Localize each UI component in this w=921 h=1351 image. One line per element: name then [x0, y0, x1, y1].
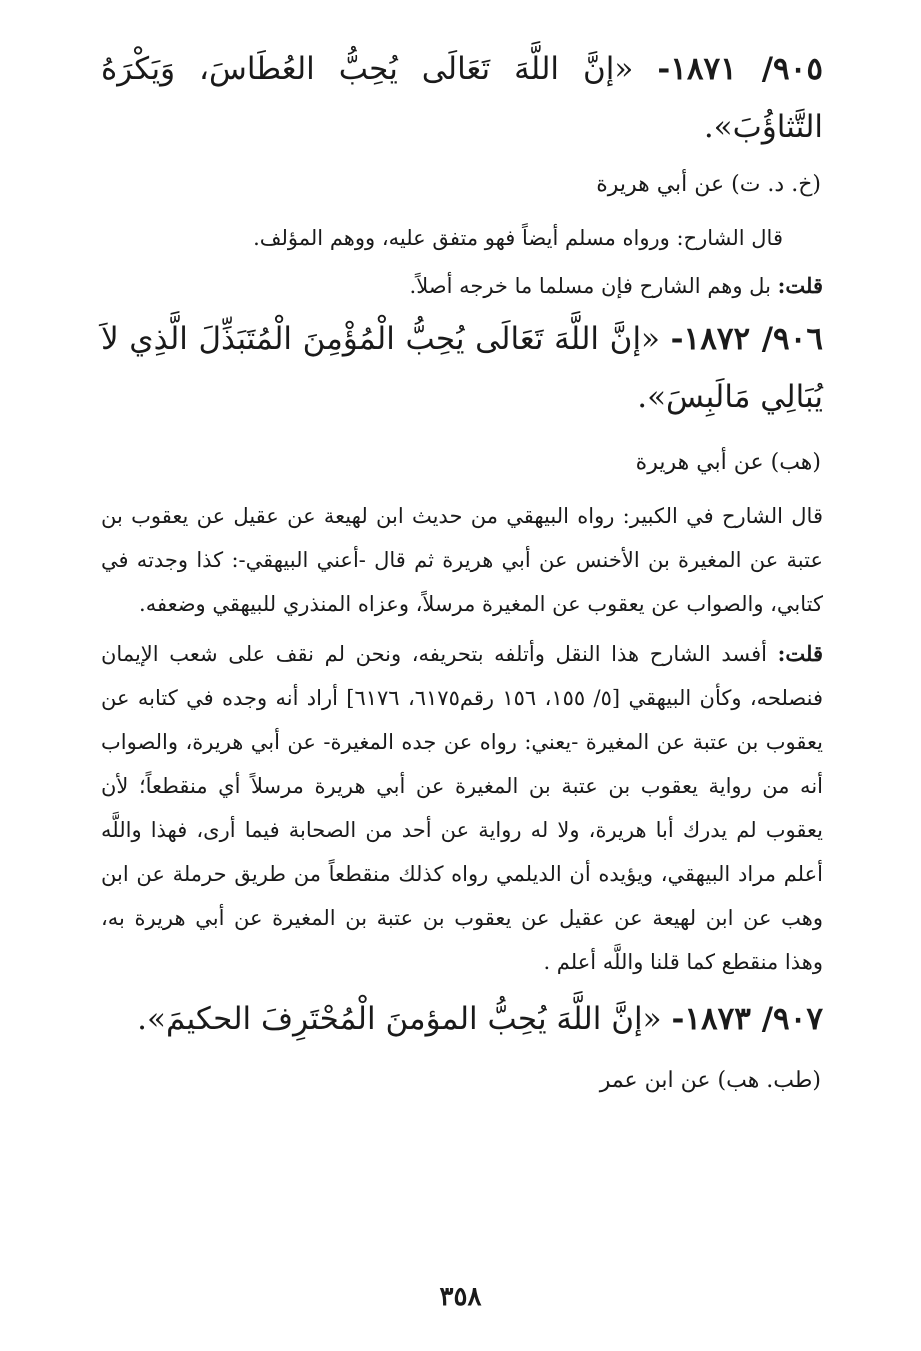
qultu-comment	[101, 264, 823, 308]
hadith-text: «إنَّ اللَّهَ تَعَالَى يُحِبُّ العُطَاسَ، وَيَكْرَهُ التَّثاؤُبَ».	[101, 51, 823, 145]
hadith-905	[101, 40, 823, 156]
hadith-text: «إنَّ اللَّهَ تَعَالَى يُحِبُّ الْمُؤْمِنَ الْمُتَبَذِّلَ الَّذِي لاَ يُبَالِي مَالَبِسَ».	[101, 321, 823, 415]
qultu-text: بل وهم الشارح فإن مسلما ما خرجه أصلاً.	[409, 274, 778, 298]
page-body	[101, 40, 823, 1096]
qultu-label: قلت:	[777, 641, 823, 666]
hadith-source: (طب. هب) عن ابن عمر	[599, 1068, 821, 1093]
hadith-source: (خ. د. ت) عن أبي هريرة	[596, 172, 821, 197]
qultu-label: قلت:	[777, 273, 823, 298]
hadith-text: «إنَّ اللَّهَ يُحِبُّ المؤمنَ الْمُحْتَرِفَ الحكيمَ».	[137, 1001, 662, 1037]
qultu-comment	[101, 632, 823, 984]
sharih-comment: قال الشارح في الكبير: رواه البيهقي من حديث ابن لهيعة عن عقيل عن يعقوب بن عتبة عن المغيرة بن الأخنس عن أبي هريرة ثم قال -أعني البيهقي-: كذا وجدته في كتابي، والصواب عن يعقوب عن المغيرة مرسلاً، وعزاه المنذري للبيهقي وضعفه.	[101, 504, 823, 616]
hadith-number: ٩٠٥/ ١٨٧١-	[657, 51, 823, 87]
page-number: ٣٥٨	[439, 1282, 482, 1312]
hadith-number: ٩٠٧/ ١٨٧٣-	[671, 1001, 823, 1037]
hadith-source: (هب) عن أبي هريرة	[635, 450, 821, 475]
hadith-906	[101, 310, 823, 426]
qultu-text: أفسد الشارح هذا النقل وأتلفه بتحريفه، ونحن لم نقف على شعب الإيمان فنصلحه، وكأن البيهقي [٥/ ١٥٥، ١٥٦ رقم٦١٧٥، ٦١٧٦] أراد أنه وجده في كتابه عن يعقوب بن عتبة عن المغيرة -يعني: رواه عن جده المغيرة- عن أبي هريرة، والصواب أنه من رواية يعقوب بن عتبة بن المغيرة عن أبي هريرة مرسلاً أي منقطعاً؛ لأن يعقوب لم يدرك أبا هريرة، ولا له رواية عن أحد من الصحابة فيما أرى، فهذا واللَّه أعلم مراد البيهقي، ويؤيده أن الديلمي رواه كذلك منقطعاً من طريق حرملة عن ابن وهب عن ابن لهيعة عن عقيل عن يعقوب بن عتبة بن المغيرة عن أبي هريرة به، وهذا منقطع كما قلنا واللَّه أعلم .	[101, 642, 823, 974]
hadith-number: ٩٠٦/ ١٨٧٢-	[670, 321, 823, 357]
sharih-comment: قال الشارح: ورواه مسلم أيضاً فهو متفق عليه، ووهم المؤلف.	[253, 226, 783, 250]
hadith-907	[101, 990, 823, 1048]
